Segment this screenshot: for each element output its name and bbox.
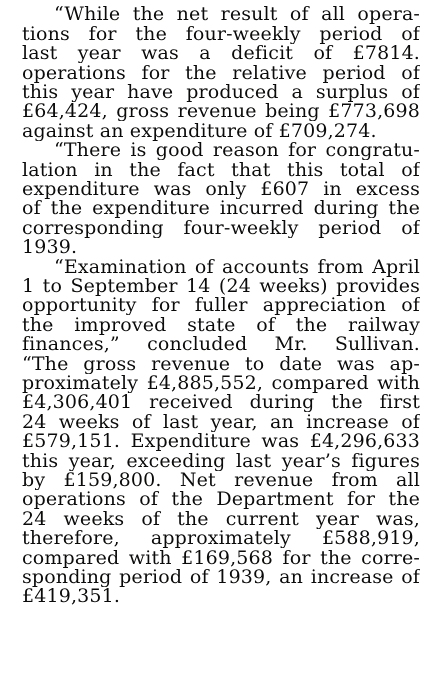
article-line: compared with £169,568 for the corre-: [22, 549, 420, 569]
article-line: 1 to September 14 (24 weeks) provides: [22, 277, 420, 297]
article-line: £64,424, gross revenue being £773,698: [22, 102, 420, 122]
article-line: the improved state of the railway: [22, 316, 420, 336]
article-line: by £159,800. Net revenue from all: [22, 471, 420, 491]
article-line: tions for the four-weekly period of: [22, 25, 420, 45]
article-line: “The gross revenue to date was ap-: [22, 355, 420, 375]
article-line: expenditure was only £607 in excess: [22, 180, 420, 200]
article-line: £419,351.: [22, 587, 121, 607]
article-line: therefore, approximately £588,919,: [22, 529, 420, 549]
article-line: lation in the fact that this total of: [22, 161, 420, 181]
article-line: corresponding four-weekly period of: [22, 219, 420, 239]
article-line: 24 weeks of the current year was,: [22, 510, 420, 530]
article-line: last year was a deficit of £7814.: [22, 44, 420, 64]
article-line: “There is good reason for congratu-: [54, 141, 420, 161]
article-line: this year, exceeding last year’s figures: [22, 452, 420, 472]
article-line: sponding period of 1939, an increase of: [22, 568, 420, 588]
article-line: “While the net result of all opera-: [54, 5, 420, 25]
article-line: against an expenditure of £709,274.: [22, 122, 377, 142]
article-line: finances,” concluded Mr. Sullivan.: [22, 335, 420, 355]
article-line: of the expenditure incurred during the: [22, 199, 420, 219]
article-line: 1939.: [22, 238, 78, 258]
article-line: “Examination of accounts from April: [54, 258, 420, 278]
article-line: opportunity for fuller appreciation of: [22, 296, 420, 316]
article-line: operations of the Department for the: [22, 490, 420, 510]
article-line: 24 weeks of last year, an increase of: [22, 413, 420, 433]
article-line: this year have produced a surplus of: [22, 83, 420, 103]
article-line: £4,306,401 received during the first: [22, 393, 420, 413]
article-line: operations for the relative period of: [22, 64, 420, 84]
article-line: proximately £4,885,552, compared with: [22, 374, 420, 394]
article-line: £579,151. Expenditure was £4,296,633: [22, 432, 420, 452]
